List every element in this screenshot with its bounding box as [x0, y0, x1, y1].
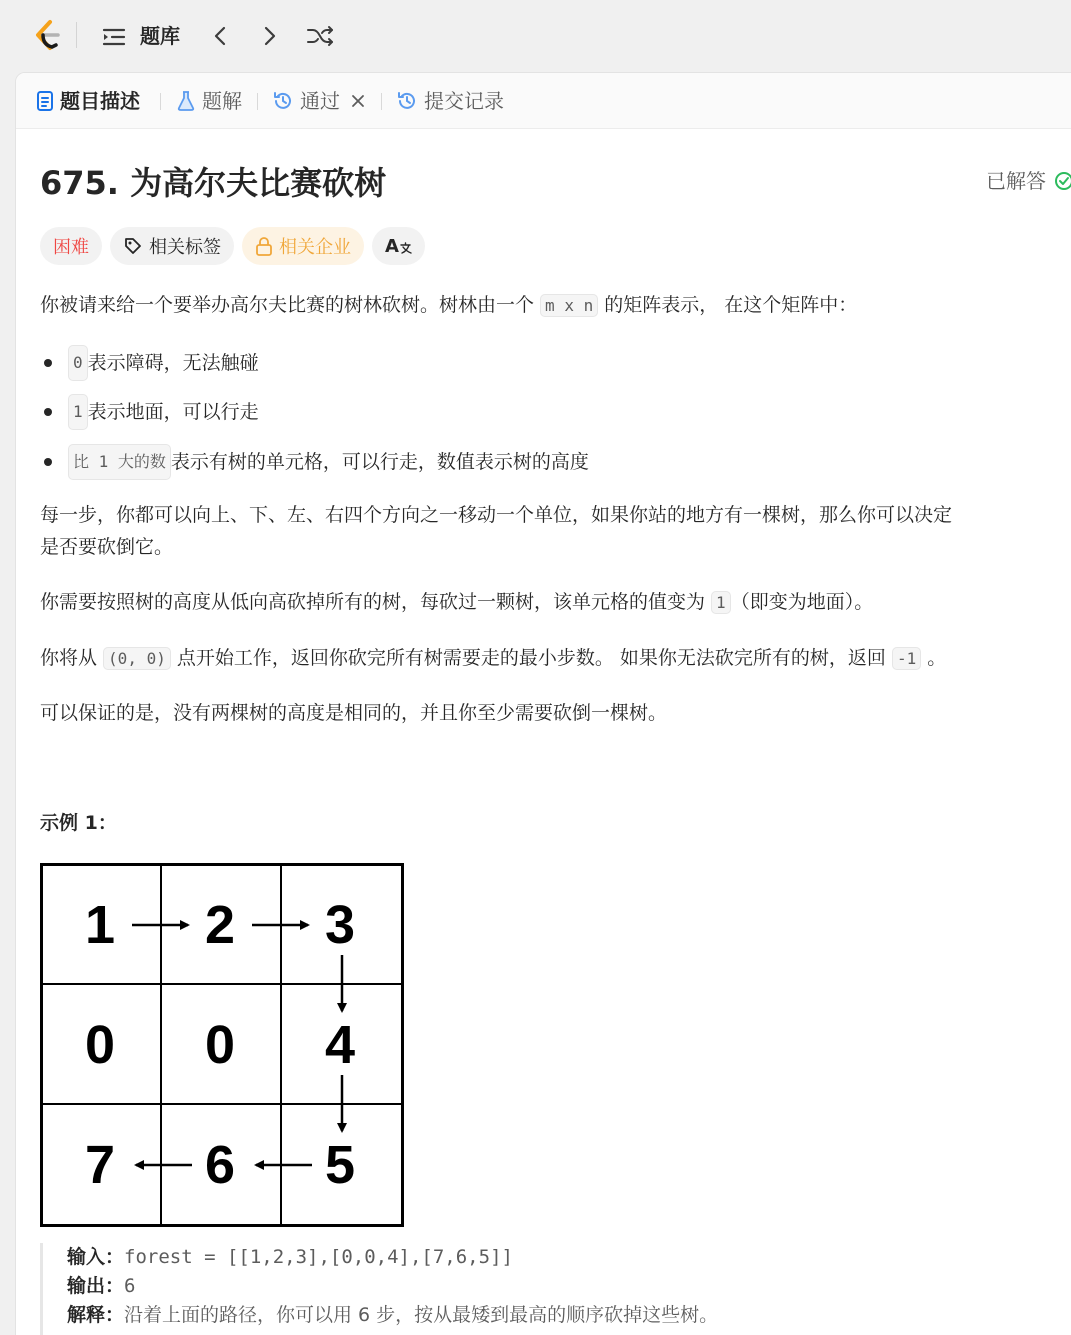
- grid-cell-value: 1: [84, 895, 116, 955]
- example-output: [67, 1272, 1040, 1301]
- output-label: 输出：: [67, 1275, 125, 1297]
- shuffle-icon[interactable]: [304, 22, 336, 50]
- list-item: [40, 394, 259, 430]
- guarantee-paragraph: 可以保证的是，没有两棵树的高度是相同的，并且你至少需要砍倒一棵树。: [40, 702, 668, 724]
- tab-submissions[interactable]: [396, 86, 504, 116]
- top-bar: [0, 0, 1071, 72]
- previous-problem-icon[interactable]: [208, 22, 234, 50]
- output-value: 6: [124, 1275, 136, 1297]
- tab-accepted[interactable]: [272, 86, 372, 116]
- bullet-dot: [44, 408, 52, 416]
- solved-label: 已解答: [986, 169, 1046, 193]
- document-icon: [36, 91, 54, 111]
- rules-line-1: 每一步，你都可以向上、下、左、右四个方向之一移动一个单位，如果你站的地方有一棵树，那么你可以决定: [40, 504, 953, 526]
- return-text: 你将从: [40, 647, 104, 669]
- history-icon: [272, 90, 294, 112]
- inline-code: 0: [68, 345, 88, 381]
- lock-icon: [255, 236, 273, 256]
- grid-cell-value: 4: [324, 1015, 356, 1075]
- problem-title[interactable]: 675. 为高尔夫比赛砍树: [40, 164, 387, 202]
- topbar-divider: [76, 22, 77, 48]
- description-panel: [15, 72, 1071, 1335]
- related-companies-label: 相关企业: [279, 237, 351, 258]
- intro-text-after: 的矩阵表示， 在这个矩阵中：: [598, 294, 858, 316]
- input-label: 输入：: [67, 1246, 125, 1268]
- inline-code: 比 1 大的数: [68, 444, 171, 480]
- close-icon[interactable]: [350, 93, 366, 109]
- tab-bar: [16, 73, 1071, 129]
- grid-cell-value: 7: [84, 1135, 116, 1195]
- bullet-dot: [44, 359, 52, 367]
- next-problem-icon[interactable]: [256, 22, 282, 50]
- leetcode-logo-icon[interactable]: [30, 18, 64, 54]
- example-explanation: [67, 1301, 1040, 1330]
- tab-divider: [257, 93, 258, 110]
- example-grid-image: [40, 863, 404, 1227]
- tab-submissions-label: 提交记录: [424, 89, 504, 113]
- flask-icon: [176, 90, 196, 112]
- tag-icon: [123, 236, 143, 256]
- grid-cell-value: 2: [204, 895, 236, 955]
- tab-description-label: 题目描述: [60, 89, 140, 113]
- inline-code: -1: [892, 647, 921, 670]
- example-title: 示例 1：: [40, 812, 117, 834]
- input-value: forest = [[1,2,3],[0,0,4],[7,6,5]]: [124, 1246, 513, 1268]
- bullet-text: 表示障碍，无法触碰: [87, 352, 259, 374]
- grid-cell-value: 0: [204, 1015, 236, 1075]
- order-paragraph: [40, 586, 873, 619]
- tab-description[interactable]: [36, 86, 140, 116]
- list-item: [40, 345, 259, 381]
- bullet-text: 表示地面，可以行走: [87, 401, 259, 423]
- tab-divider: [381, 93, 382, 110]
- order-text: 你需要按照树的高度从低向高砍掉所有的树，每砍过一颗树，该单元格的值变为: [40, 591, 712, 613]
- bullet-dot: [44, 458, 52, 466]
- return-paragraph: [40, 642, 946, 675]
- example-block: [40, 1243, 1040, 1335]
- translate-icon: A: [385, 235, 399, 257]
- tab-solutions-label: 题解: [202, 89, 242, 113]
- inline-code: 1: [711, 591, 731, 614]
- tab-divider: [160, 93, 161, 110]
- difficulty-badge: 困难: [40, 227, 102, 265]
- related-tags-label: 相关标签: [149, 237, 221, 258]
- problem-bank-title[interactable]: 题库: [140, 24, 180, 48]
- grid-cell-value: 3: [324, 895, 356, 955]
- return-text-after: 。: [921, 647, 947, 669]
- solved-status: [986, 167, 1071, 195]
- explanation-label: 解释：: [67, 1304, 125, 1326]
- inline-code: (0, 0): [103, 647, 171, 670]
- inline-code: 1: [68, 394, 88, 430]
- related-tags-button[interactable]: [110, 227, 234, 265]
- problem-list-icon[interactable]: [100, 24, 128, 50]
- example-input: [67, 1243, 1040, 1272]
- tab-accepted-label: 通过: [300, 89, 340, 113]
- explanation-value: 沿着上面的路径，你可以用 6 步，按从最矮到最高的顺序砍掉这些树。: [124, 1304, 719, 1326]
- order-text-after: （即变为地面）。: [730, 591, 874, 613]
- list-item: [40, 444, 589, 480]
- history-icon: [396, 90, 418, 112]
- translate-button[interactable]: [372, 227, 425, 265]
- bullet-text: 表示有树的单元格，可以行走，数值表示树的高度: [170, 451, 589, 473]
- intro-text: 你被请来给一个要举办高尔夫比赛的树林砍树。树林由一个: [40, 294, 541, 316]
- related-companies-button[interactable]: [242, 227, 364, 265]
- grid-cell-value: 6: [204, 1135, 236, 1195]
- intro-paragraph: [40, 289, 857, 322]
- grid-cell-value: 5: [324, 1135, 356, 1195]
- inline-code: m x n: [540, 294, 598, 317]
- tab-solutions[interactable]: [176, 86, 242, 116]
- grid-cell-value: 0: [84, 1015, 116, 1075]
- rules-line-2: 是否要砍倒它。: [40, 536, 174, 558]
- tag-row: [40, 227, 425, 265]
- return-text-mid: 点开始工作，返回你砍完所有树需要走的最小步数。 如果你无法砍完所有的树，返回: [170, 647, 892, 669]
- translate-glyph-icon: [400, 241, 412, 255]
- check-circle-icon: [1054, 171, 1071, 191]
- rules-paragraph: [40, 499, 952, 563]
